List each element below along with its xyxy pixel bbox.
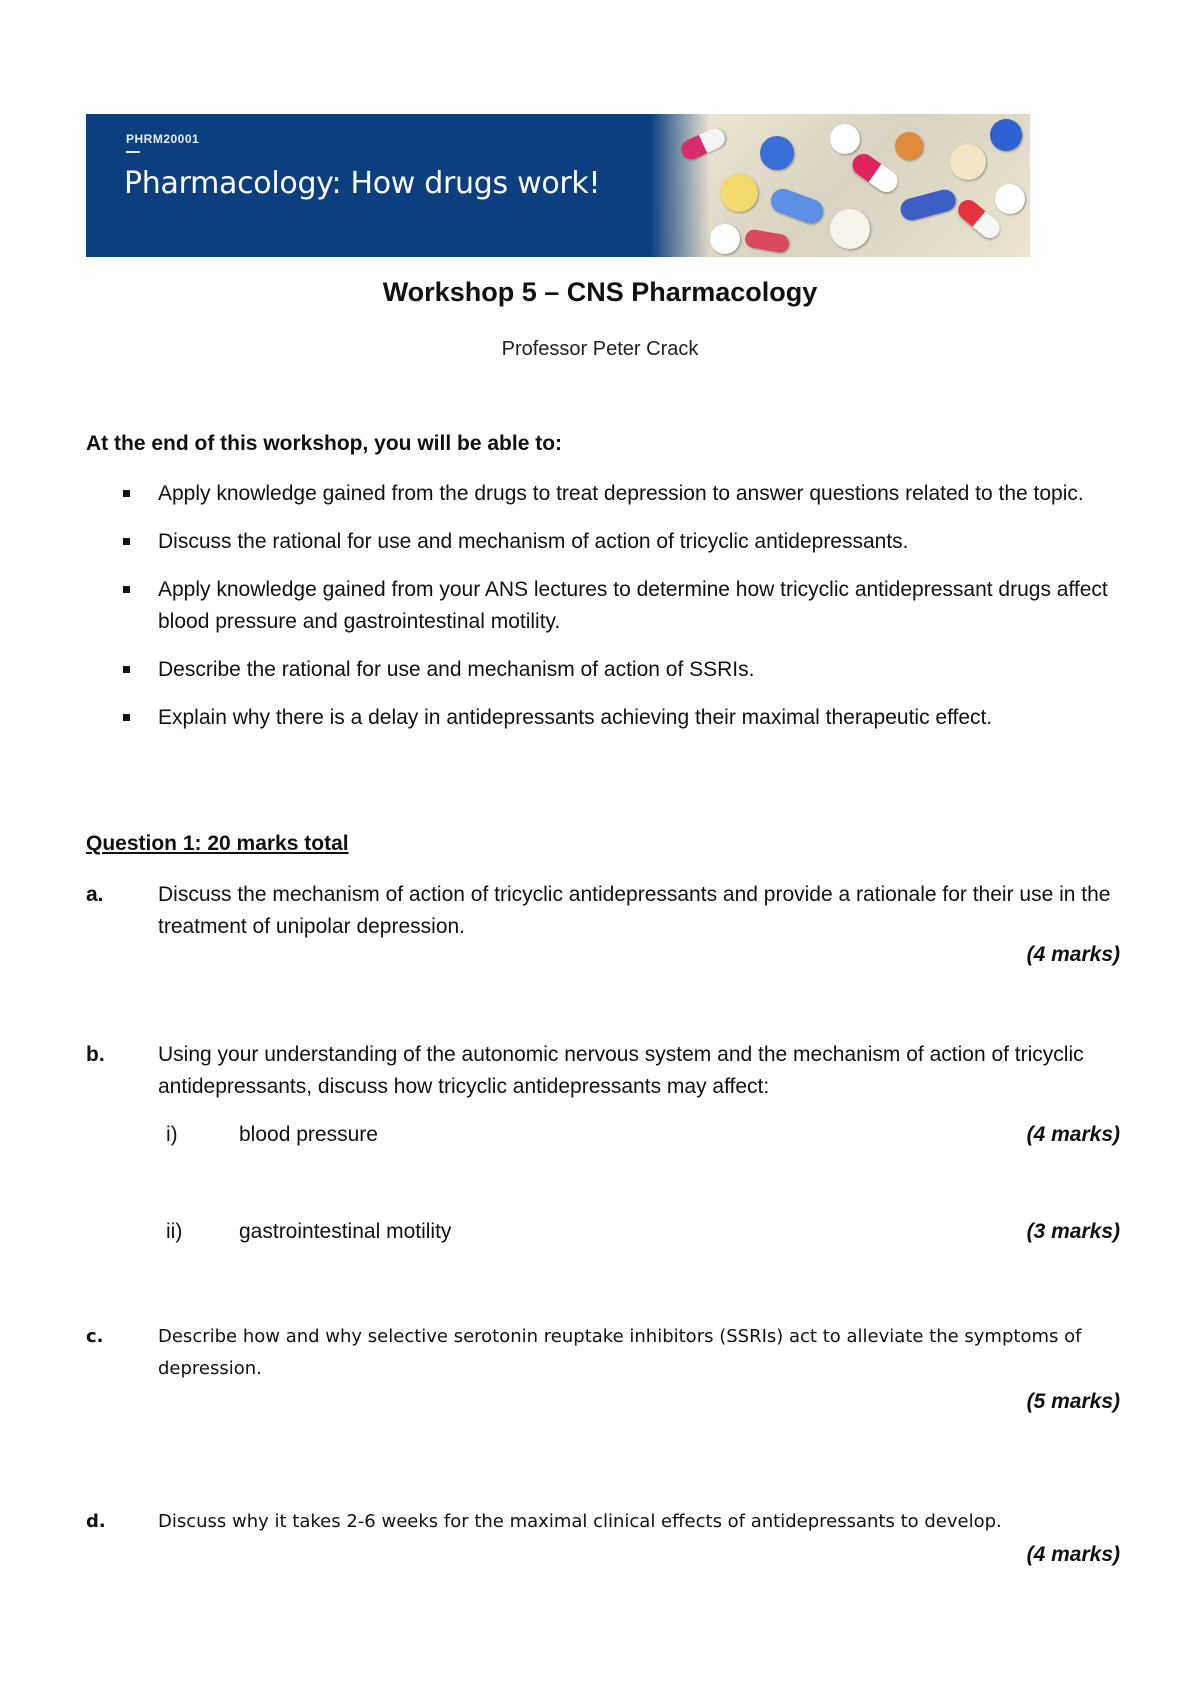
part-letter: b. xyxy=(86,1043,105,1066)
part-letter: a. xyxy=(86,883,104,906)
square-bullet-icon xyxy=(123,714,130,721)
author: Professor Peter Crack xyxy=(501,338,699,360)
objective-item: Explain why there is a delay in antidepressants achieving their maximal therapeutic effect. xyxy=(86,702,1126,734)
question-part-a xyxy=(86,879,1120,943)
objectives-list xyxy=(86,478,1126,750)
banner-title: Pharmacology: How drugs work! xyxy=(124,166,601,201)
objective-item: Discuss the rational for use and mechanism of action of tricyclic antidepressants. xyxy=(86,526,1126,558)
pill-shape xyxy=(995,184,1025,214)
pill-shape xyxy=(710,224,740,254)
square-bullet-icon xyxy=(123,586,130,593)
pill-shape xyxy=(768,185,827,226)
sub-text: gastrointestinal motility xyxy=(239,1220,452,1243)
marks-label: (4 marks) xyxy=(1026,1543,1120,1566)
document-title: Workshop 5 – CNS Pharmacology xyxy=(382,277,818,307)
part-text: Using your understanding of the autonomic nervous system and the mechanism of action of tricyclic antidepressants, discuss how tricyclic antidepressants may affect: xyxy=(158,1043,1084,1098)
pill-shape xyxy=(895,132,923,160)
square-bullet-icon xyxy=(123,490,130,497)
part-letter: c. xyxy=(86,1326,104,1347)
marks-label: (4 marks) xyxy=(1026,1123,1120,1146)
course-code-rule xyxy=(126,151,140,153)
part-text: Describe how and why selective serotonin reuptake inhibitors (SSRIs) act to alleviate the symptoms of depression. xyxy=(158,1326,1082,1379)
pills-photo xyxy=(650,114,1030,257)
pill-shape xyxy=(898,187,958,223)
marks-label: (3 marks) xyxy=(1026,1220,1120,1243)
question-part-d xyxy=(86,1506,1120,1538)
objectives-heading: At the end of this workshop, you will be able to: xyxy=(86,432,563,455)
sub-text: blood pressure xyxy=(239,1123,378,1146)
pill-shape xyxy=(990,119,1022,151)
square-bullet-icon xyxy=(123,666,130,673)
pill-shape xyxy=(760,136,794,170)
question-part-c xyxy=(86,1321,1120,1385)
sub-numeral: ii) xyxy=(166,1220,183,1243)
course-banner xyxy=(86,114,1030,257)
objective-item: Apply knowledge gained from your ANS lectures to determine how tricyclic antidepressant drugs affect blood pressure and gastrointestinal motility. xyxy=(86,574,1126,638)
square-bullet-icon xyxy=(123,538,130,545)
question-part-b xyxy=(86,1039,1120,1103)
pill-shape xyxy=(744,228,790,253)
pill-shape xyxy=(950,144,986,180)
part-text: Discuss the mechanism of action of tricyclic antidepressants and provide a rationale for their use in the treatment of unipolar depression. xyxy=(158,883,1111,938)
objective-item: Describe the rational for use and mechanism of action of SSRIs. xyxy=(86,654,1126,686)
pill-shape xyxy=(720,174,758,212)
part-letter: d. xyxy=(86,1511,106,1532)
part-text: Discuss why it takes 2-6 weeks for the maximal clinical effects of antidepressants to develop. xyxy=(158,1511,1002,1532)
sub-numeral: i) xyxy=(166,1123,178,1146)
pill-shape xyxy=(830,209,870,249)
pill-shape xyxy=(848,150,902,197)
question-heading: Question 1: 20 marks total xyxy=(86,832,349,855)
marks-label: (4 marks) xyxy=(1026,943,1120,966)
objective-item: Apply knowledge gained from the drugs to treat depression to answer questions related to the topic. xyxy=(86,478,1126,510)
pill-shape xyxy=(830,124,860,154)
marks-label: (5 marks) xyxy=(1026,1390,1120,1413)
course-code: PHRM20001 xyxy=(126,132,200,146)
